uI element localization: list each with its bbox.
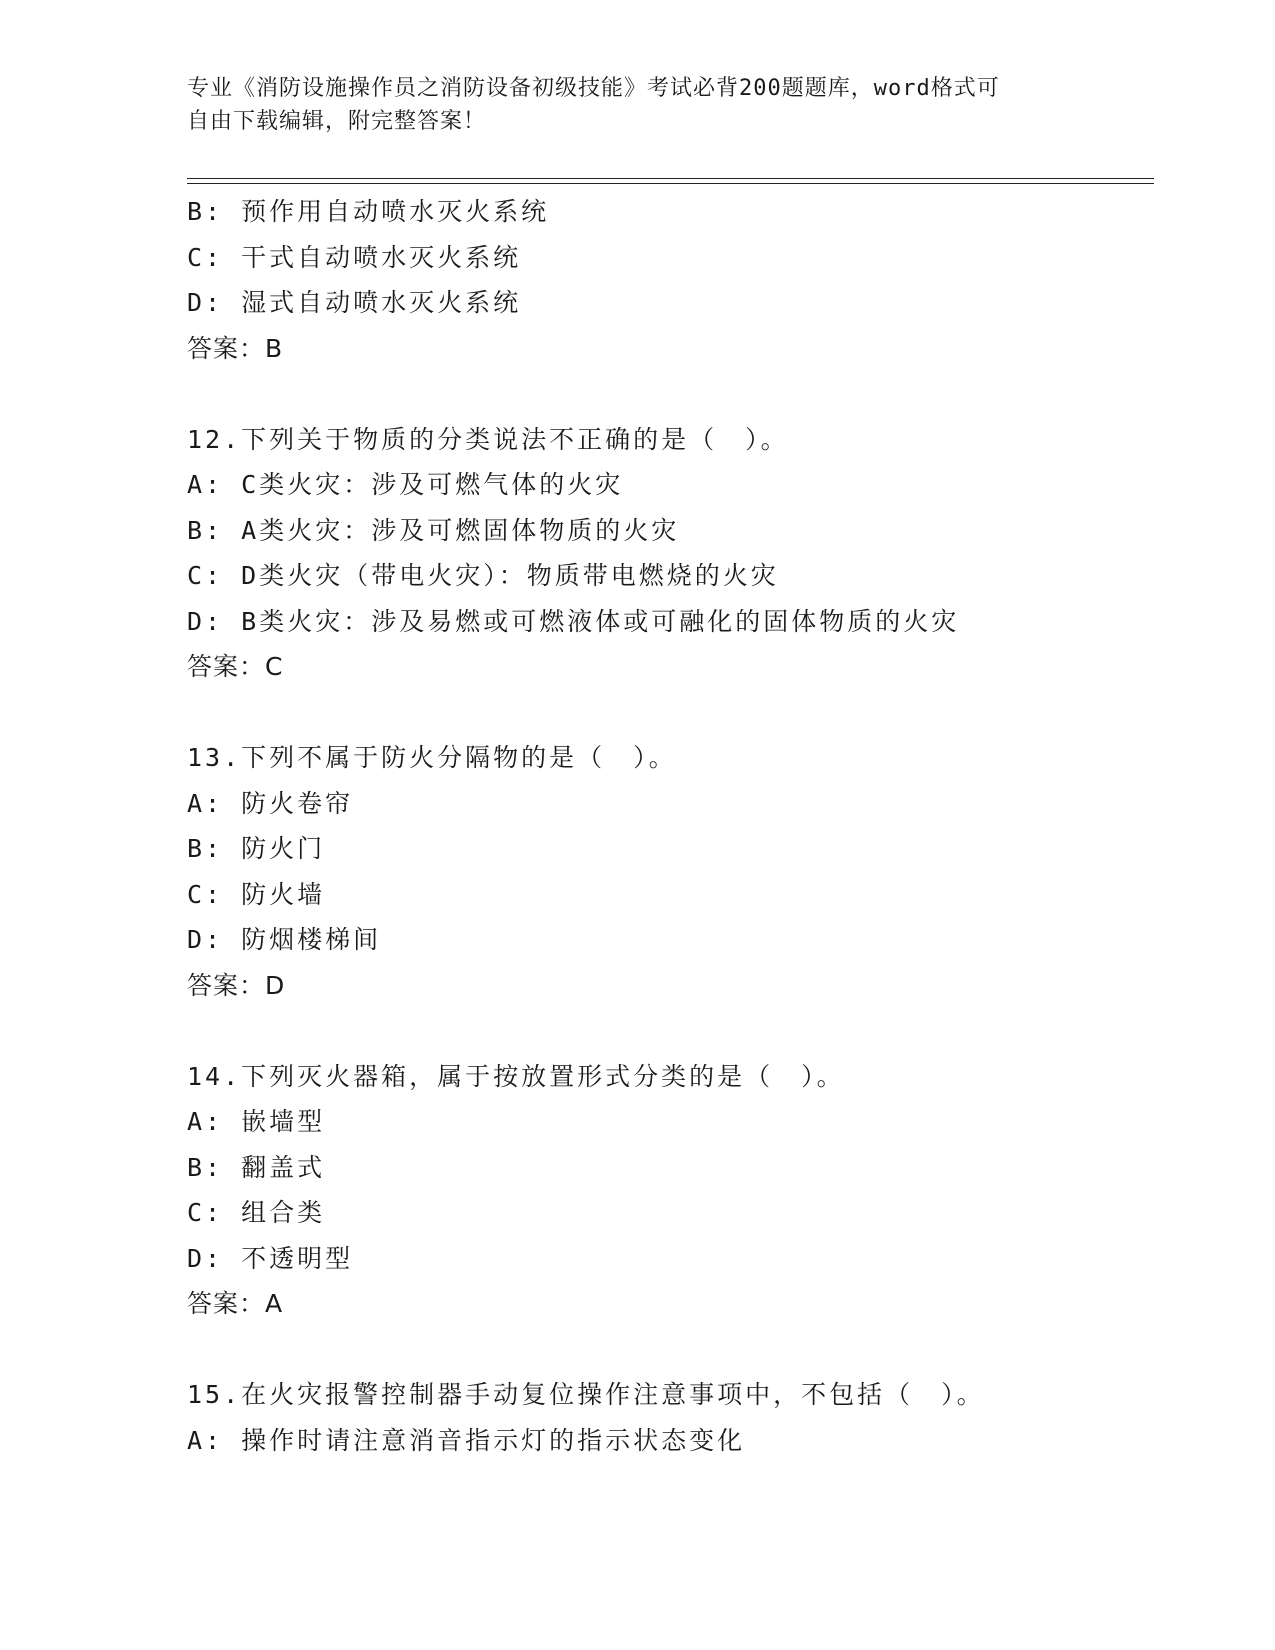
option-a: A: 嵌墙型 <box>187 1107 326 1136</box>
header-divider-bottom <box>187 183 1154 184</box>
option-d: D: 湿式自动喷水灭火系统 <box>187 288 522 317</box>
option-d: D: B类火灾：涉及易燃或可燃液体或可融化的固体物质的火灾 <box>187 606 960 636</box>
header-divider-top <box>187 178 1154 179</box>
question-11-continued <box>187 189 1167 371</box>
answer-text: 答案：D <box>187 970 286 1000</box>
option-a: A: C类火灾：涉及可燃气体的火灾 <box>187 470 624 499</box>
option-b: B: 防火门 <box>187 834 326 863</box>
option-a: A: 防火卷帘 <box>187 788 354 818</box>
header-title-line-2: 自由下载编辑，附完整答案！ <box>187 109 487 134</box>
option-b: B: 预作用自动喷水灭火系统 <box>187 197 550 226</box>
question-stem: 12.下列关于物质的分类说法不正确的是（ ）。 <box>187 424 789 454</box>
header-title-line-1: 专业《消防设施操作员之消防设备初级技能》考试必背200题题库，word格式可 <box>187 76 1000 101</box>
option-a: A: 操作时请注意消音指示灯的指示状态变化 <box>187 1425 746 1455</box>
option-c: C: 干式自动喷水灭火系统 <box>187 242 522 272</box>
answer-text: 答案：C <box>187 652 284 681</box>
question-stem: 14.下列灭火器箱，属于按放置形式分类的是（ ）。 <box>187 1061 845 1091</box>
question-stem: 13.下列不属于防火分隔物的是（ ）。 <box>187 743 677 772</box>
option-b: B: A类火灾：涉及可燃固体物质的火灾 <box>187 515 680 545</box>
answer-text: 答案：B <box>187 333 284 363</box>
option-c: C: D类火灾（带电火灾）：物质带电燃烧的火灾 <box>187 561 779 590</box>
option-d: D: 防烟楼梯间 <box>187 925 382 954</box>
option-c: C: 组合类 <box>187 1198 326 1227</box>
document-header <box>187 72 1087 138</box>
question-12 <box>187 417 1167 690</box>
option-b: B: 翻盖式 <box>187 1152 326 1182</box>
question-13 <box>187 735 1167 1008</box>
option-c: C: 防火墙 <box>187 879 326 909</box>
option-d: D: 不透明型 <box>187 1243 354 1273</box>
question-14 <box>187 1054 1167 1327</box>
question-15 <box>187 1372 1167 1463</box>
question-list <box>187 189 1167 1463</box>
question-stem: 15.在火灾报警控制器手动复位操作注意事项中，不包括（ ）。 <box>187 1380 985 1409</box>
answer-text: 答案：A <box>187 1289 284 1318</box>
